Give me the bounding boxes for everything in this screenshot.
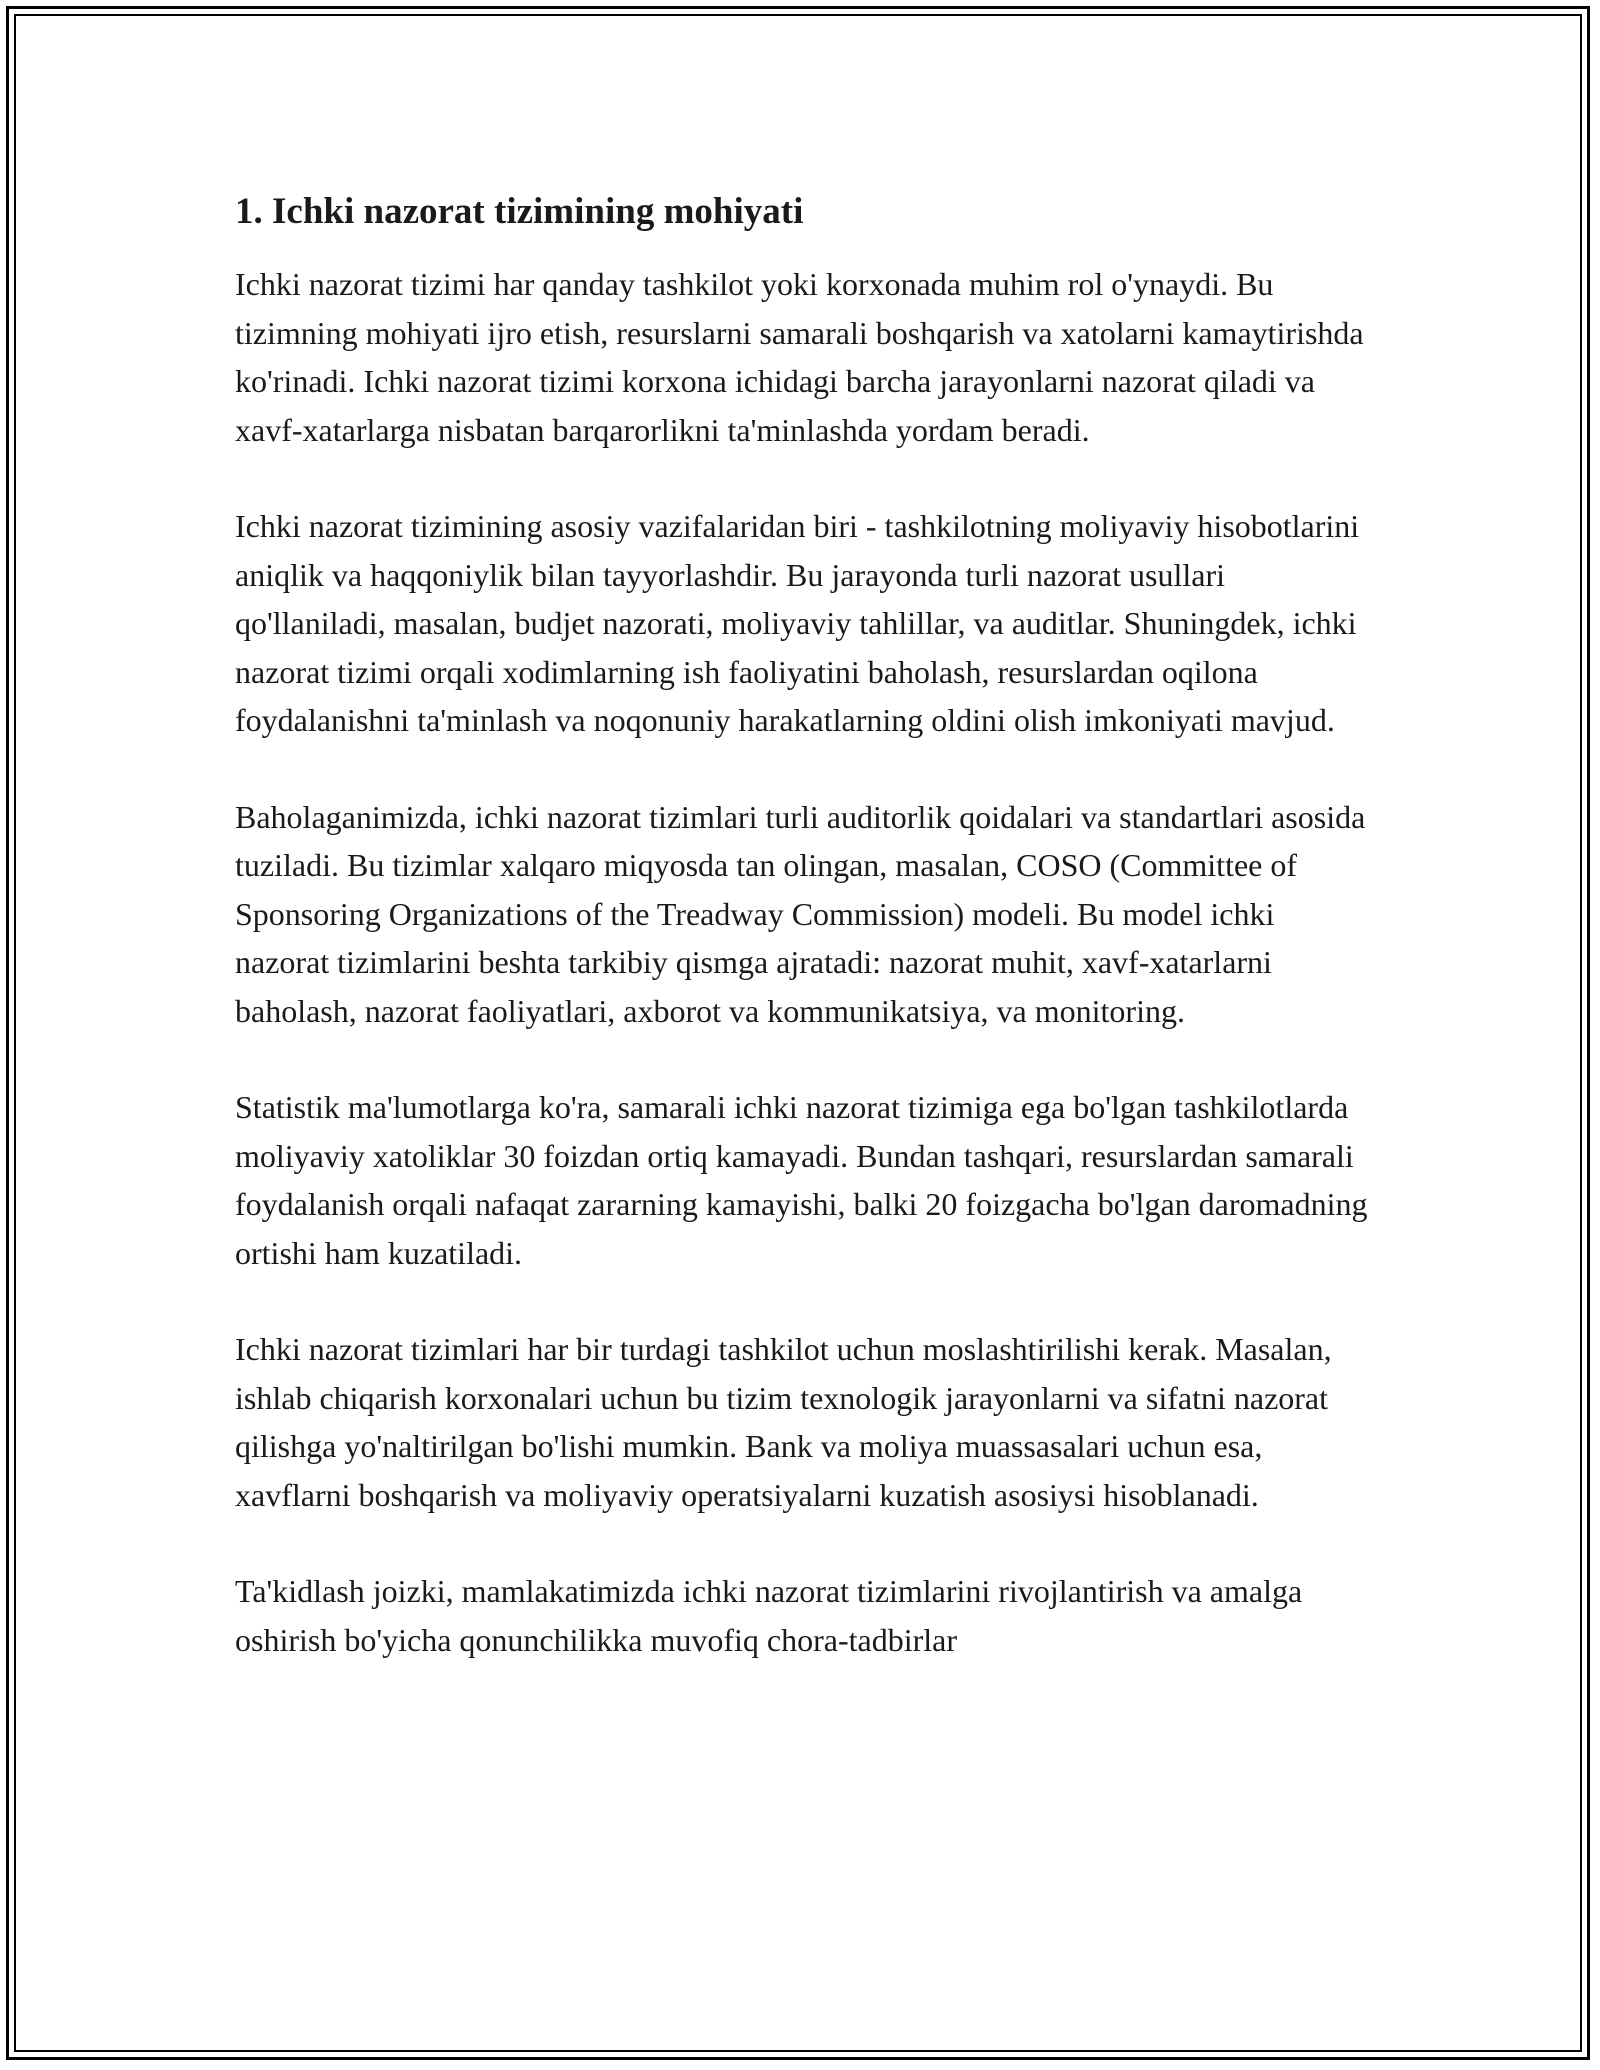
paragraph-4: Statistik ma'lumotlarga ko'ra, samarali ichki nazorat tizimiga ega bo'lgan tashkilotlarda moliyaviy xatoliklar 30 foizdan ortiq kamayadi. Bundan tashqari, resurslardan samarali foydalanish orqali nafaqat zararning kamayishi, balki 20 foizgacha bo'lgan daromadning ortishi ham kuzatiladi. [235, 1089, 1368, 1271]
paragraph-5: Ichki nazorat tizimlari har bir turdagi tashkilot uchun moslashtirilishi kerak. Masalan, ishlab chiqarish korxonalari uchun bu tizim texnologik jarayonlarni va sifatni nazorat qilishga yo'naltirilgan bo'lishi mumkin. Bank va moliya muassasalari uchun esa, xavflarni boshqarish va moliyaviy operatsiyalarni kuzatish asosiysi hisoblanadi. [235, 1331, 1332, 1513]
paragraph-2: Ichki nazorat tizimining asosiy vazifalaridan biri - tashkilotning moliyaviy hisobotlarini aniqlik va haqqoniylik bilan tayyorlashdir. Bu jarayonda turli nazorat usullari qo'llaniladi, masalan, budjet nazorati, moliyaviy tahlillar, va auditlar. Shuningdek, ichki nazorat tizimi orqali xodimlarning ish faoliyatini baholash, resurslardan oqilona foydalanishni ta'minlash va noqonuniy harakatlarning oldini olish imkoniyati mavjud. [235, 508, 1360, 738]
paragraph-6: Ta'kidlash joizki, mamlakatimizda ichki nazorat tizimlarini rivojlantirish va amalga oshirish bo'yicha qonunchilikka muvofiq chora-tadbirlar [235, 1573, 1303, 1658]
section-title: 1. Ichki nazorat tizimining mohiyati [235, 191, 804, 232]
paragraph-3: Baholaganimizda, ichki nazorat tizimlari turli auditorlik qoidalari va standartlari asosida tuziladi. Bu tizimlar xalqaro miqyosda tan olingan, masalan, COSO (Committee of Sponsoring Organizations of the Treadway Commission) modeli. Bu model ichki nazorat tizimlarini beshta tarkibiy qismga ajratadi: nazorat muhit, xavf-xatarlarni baholash, nazorat faoliyatlari, axborot va kommunikatsiya, va monitoring. [235, 798, 1366, 1029]
document-body [235, 186, 1370, 1712]
paragraph-1: Ichki nazorat tizimi har qanday tashkilot yoki korxonada muhim rol o'ynaydi. Bu tizimning mohiyati ijro etish, resurslarni samarali boshqarish va xatolarni kamaytirishda ko'rinadi. Ichki nazorat tizimi korxona ichidagi barcha jarayonlarni nazorat qiladi va xavf-xatarlarga nisbatan barqarorlikni ta'minlashda yordam beradi. [235, 266, 1364, 448]
